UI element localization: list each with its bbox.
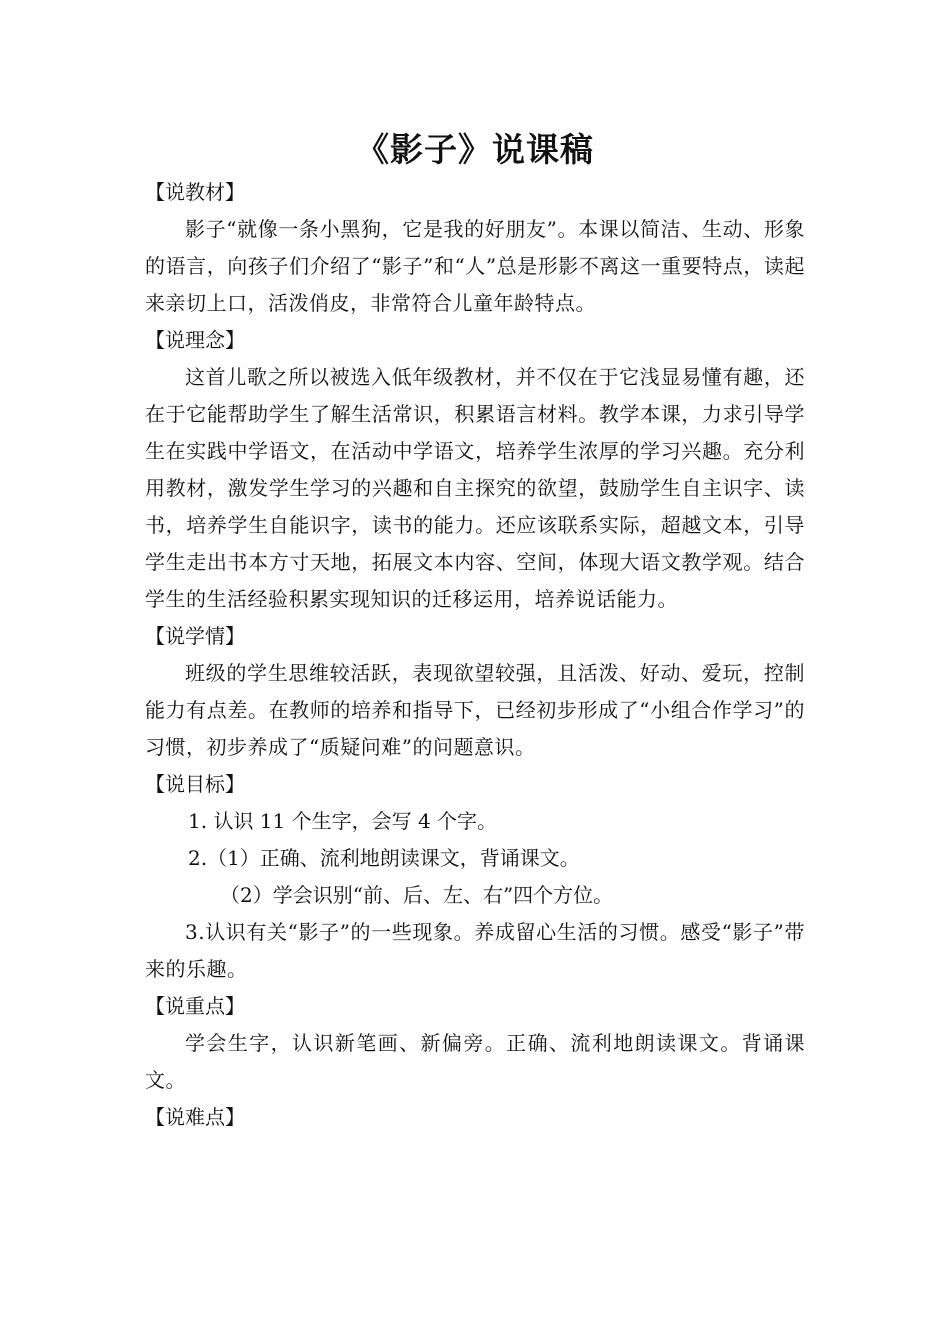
document-page — [145, 128, 805, 1136]
goal-item: 2.（1）正确、流利地朗读课文，背诵课文。 — [188, 846, 580, 870]
section-heading: 【说难点】 — [145, 1105, 245, 1129]
section-heading: 【说理念】 — [145, 328, 245, 352]
section-paragraph: 班级的学生思维较活跃，表现欲望较强，且活泼、好动、爱玩，控制能力有点差。在教师的培养和指导下，已经初步形成了“小组合作学习”的习惯，初步养成了“质疑问难”的问题意识。 — [145, 661, 805, 759]
page-title: 《影子》说课稿 — [356, 130, 594, 169]
section-heading: 【说重点】 — [145, 994, 245, 1018]
section-difficulties — [145, 1099, 805, 1136]
goal-item: （2）学会识别“前、后、左、右”四个方位。 — [220, 883, 614, 907]
section-heading: 【说目标】 — [145, 772, 245, 796]
section-paragraph: 影子“就像一条小黑狗，它是我的好朋友”。本课以简洁、生动、形象的语言，向孩子们介绍了“影子”和“人”总是形影不离这一重要特点，读起来亲切上口，活泼俏皮，非常符合儿童年龄特点。 — [145, 217, 805, 315]
section-philosophy — [145, 322, 805, 618]
goal-item: 3.认识有关“影子”的一些现象。养成留心生活的习惯。感受“影子”带来的乐趣。 — [145, 920, 805, 981]
section-goals — [145, 766, 805, 988]
section-textbook — [145, 174, 805, 322]
goal-item: 1. 认识 11 个生字，会写 4 个字。 — [188, 809, 498, 833]
section-paragraph: 学会生字，认识新笔画、新偏旁。正确、流利地朗读课文。背诵课文。 — [145, 1031, 805, 1092]
section-heading: 【说教材】 — [145, 180, 245, 204]
section-learners — [145, 618, 805, 766]
section-heading: 【说学情】 — [145, 624, 245, 648]
section-paragraph: 这首儿歌之所以被选入低年级教材，并不仅在于它浅显易懂有趣，还在于它能帮助学生了解生活常识，积累语言材料。教学本课，力求引导学生在实践中学语文，在活动中学语文，培养学生浓厚的学习兴趣。充分利用教材，激发学生学习的兴趣和自主探究的欲望，鼓励学生自主识字、读书，培养学生自能识字，读书的能力。还应该联系实际，超越文本，引导学生走出书本方寸天地，拓展文本内容、空间，体现大语文教学观。结合学生的生活经验积累实现知识的迁移运用，培养说话能力。 — [145, 365, 805, 611]
section-key-points — [145, 988, 805, 1099]
